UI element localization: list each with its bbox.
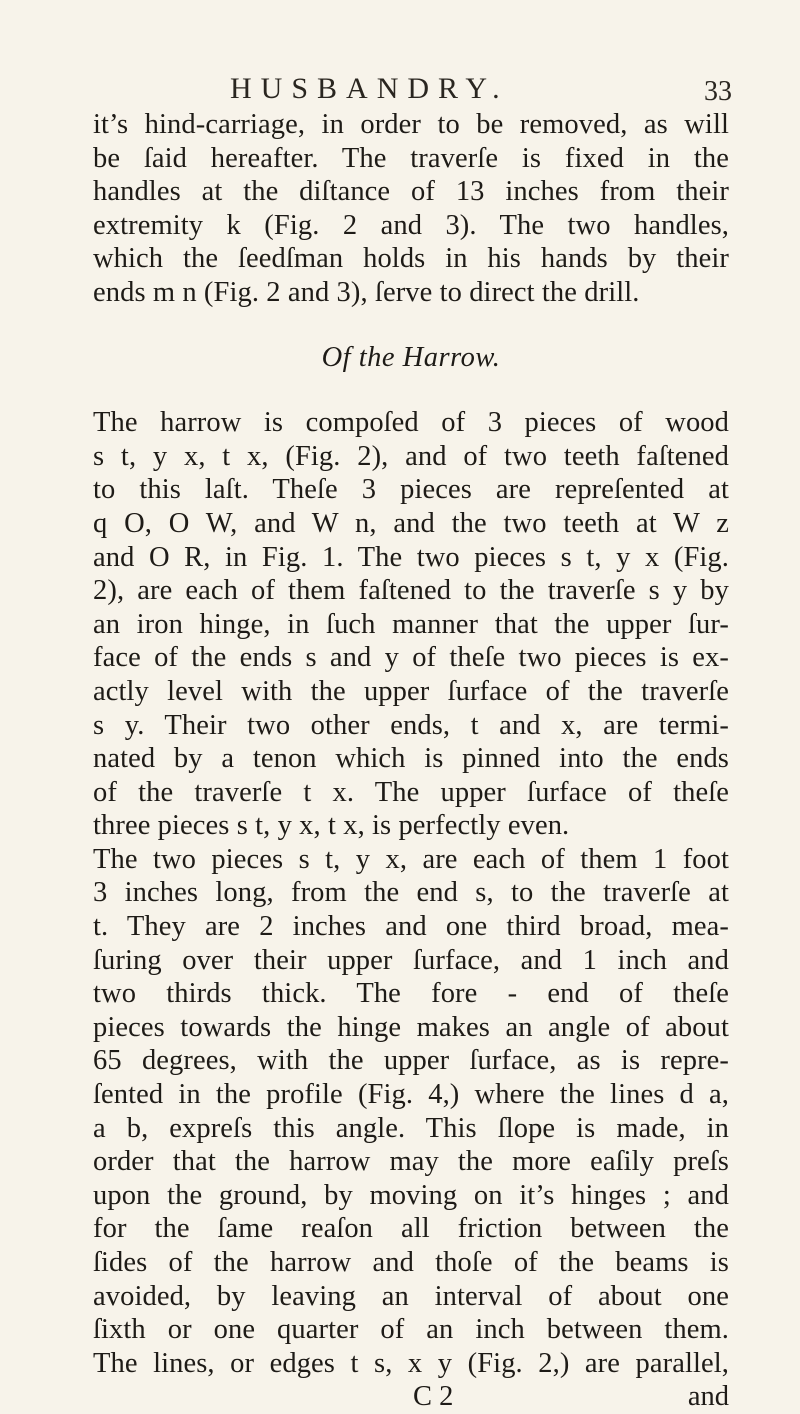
text-line: and O R, in Fig. 1. The two pieces s t, y x (Fig.	[93, 541, 729, 573]
text-line: avoided, by leaving an interval of about one	[93, 1280, 729, 1312]
text-line: q O, O W, and W n, and the two teeth at W z	[93, 507, 729, 539]
running-head: HUSBANDRY.	[230, 72, 509, 105]
text-line: pieces towards the hinge makes an angle of about	[93, 1011, 729, 1043]
paragraph-harrow	[93, 406, 729, 1380]
text-line: 2), are each of them faſtened to the traverſe s y by	[93, 575, 729, 607]
text-line: it’s hind-carriage, in order to be removed, as will	[93, 109, 729, 140]
text-line: The two pieces s t, y x, are each of them 1 foot	[93, 843, 729, 875]
text-line: s y. Their two other ends, t and x, are termi-	[93, 709, 729, 741]
page-footer	[93, 1380, 729, 1414]
signature-mark: C 2	[413, 1381, 454, 1413]
text-line: ſixth or one quarter of an inch between them.	[93, 1314, 729, 1346]
section-heading: Of the Harrow.	[321, 341, 501, 373]
page-number: 33	[704, 76, 732, 107]
paragraph-hind-carriage	[93, 108, 729, 310]
text-line: actly level with the upper ſurface of the traverſe	[93, 675, 729, 707]
text-line: ſented in the profile (Fig. 4,) where the lines d a,	[93, 1079, 729, 1111]
text-line: s t, y x, t x, (Fig. 2), and of two teeth faſtened	[93, 440, 729, 472]
body-text	[93, 108, 729, 1414]
text-line: handles at the diſtance of 13 inches from their	[93, 176, 729, 208]
text-line: The harrow is compoſed of 3 pieces of wood	[93, 407, 729, 439]
text-line: order that the harrow may the more eaſily preſs	[93, 1146, 729, 1178]
text-line: for the ſame reaſon all friction between the	[93, 1213, 729, 1245]
text-line: t. They are 2 inches and one third broad, mea-	[93, 911, 729, 943]
text-line: three pieces s t, y x, t x, is perfectly even.	[93, 810, 570, 842]
text-line: ſuring over their upper ſurface, and 1 inch and	[93, 944, 729, 976]
text-line: nated by a tenon which is pinned into the ends	[93, 743, 729, 775]
text-line: ſides of the harrow and thoſe of the beams is	[93, 1247, 729, 1278]
text-line: two thirds thick. The fore - end of theſe	[93, 978, 729, 1010]
text-line: an iron hinge, in ſuch manner that the upper ſur-	[93, 608, 729, 640]
text-line: of the traverſe t x. The upper ſurface of theſe	[93, 776, 729, 808]
catchword: and	[687, 1381, 729, 1413]
text-line: ends m n (Fig. 2 and 3), ſerve to direct the drill.	[93, 276, 640, 308]
text-line: 3 inches long, from the end s, to the traverſe at	[93, 877, 729, 909]
text-line: extremity k (Fig. 2 and 3). The two handles,	[93, 209, 729, 241]
text-line: which the ſeedſman holds in his hands by their	[93, 243, 729, 275]
text-line: a b, expreſs this angle. This ſlope is made, in	[93, 1112, 729, 1144]
text-line: The lines, or edges t s, x y (Fig. 2,) are parallel,	[93, 1347, 729, 1379]
text-line: to this laſt. Theſe 3 pieces are repreſented at	[93, 474, 729, 506]
text-line: 65 degrees, with the upper ſurface, as is repre-	[93, 1045, 729, 1077]
text-line: face of the ends s and y of theſe two pieces is ex-	[93, 642, 729, 674]
text-line: be ſaid hereafter. The traverſe is fixed in the	[93, 142, 729, 174]
text-line: upon the ground, by moving on it’s hinges ; and	[93, 1179, 729, 1211]
